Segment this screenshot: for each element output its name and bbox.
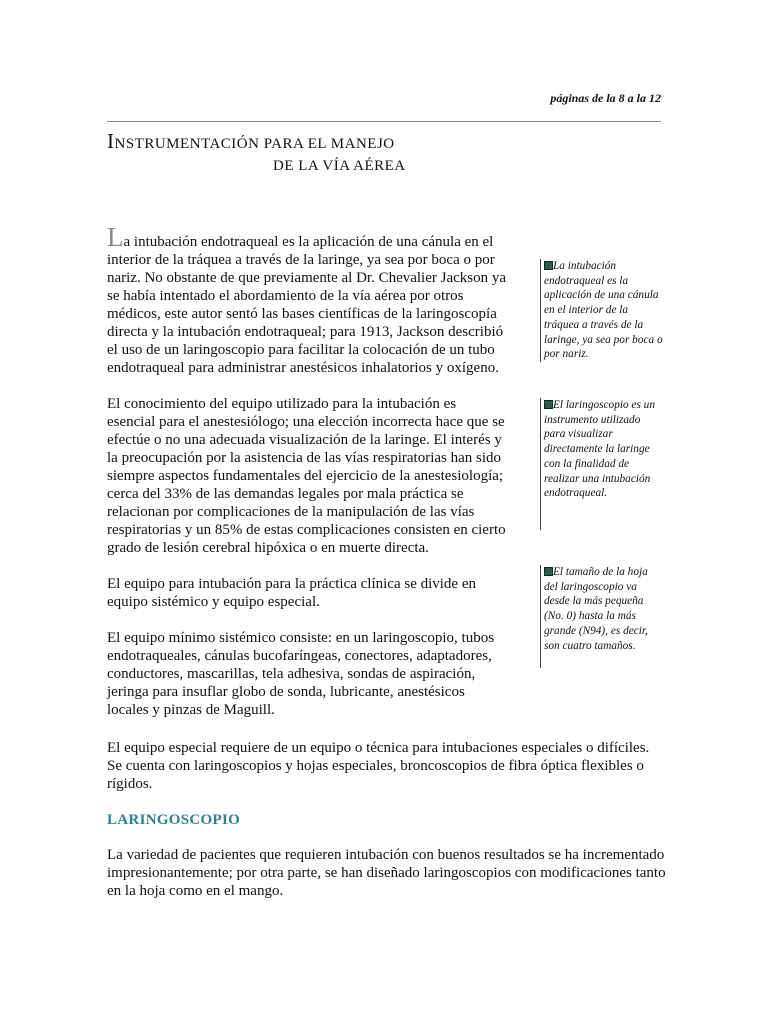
sidenote-text: El tamaño de la hoja del laringoscopio va desde la más pequeña (No. 0) hasta la más grande (N94), es decir, son cuatro tamaños. xyxy=(544,566,648,652)
paragraph-intro-text: a intubación endotraqueal es la aplicación de una cánula en el interior de la tráquea a través de la laringe, ya sea por boca o por nariz. No obstante de que previamente al Dr. Chevalier Jackson ya se había intentado el abordamiento de la vía aérea por otros médicos, este autor sentó las bases científicas de la laringoscopía directa y la intubación endotraqueal; para 1913, Jackson describió el uso de un laringoscopio para facilitar la colocación de un tubo endotraqueal para administrar anestésicos inhalatorios y oxígeno. xyxy=(107,234,507,376)
section-heading-laringoscopio: LARINGOSCOPIO xyxy=(107,812,241,828)
title-initial: I xyxy=(107,129,115,153)
title-line-2: DE LA VÍA AÉREA xyxy=(273,158,406,174)
note-bullet-icon xyxy=(544,400,553,409)
sidenote-laryngoscope xyxy=(540,398,664,530)
sidenote-text: El laringoscopio es un instrumento utilizado para visualizar directamente la laringe con la finalidad de realizar una intubación endotraqueal. xyxy=(544,399,655,500)
note-bullet-icon xyxy=(544,261,553,270)
sidenote-text: La intubación endotraqueal es la aplicación de una cánula en el interior de la tráquea a través de la laringe, ya sea por boca o por nariz. xyxy=(544,260,663,361)
sidenote-blade-size xyxy=(540,565,664,668)
drop-cap: L xyxy=(107,222,124,252)
note-bullet-icon xyxy=(544,567,553,576)
paragraph-patient-variety: La variedad de pacientes que requieren intubación con buenos resultados se ha incrementado impresionantemente; por otra parte, se han diseñado laringoscopios con modificaciones tanto en la hoja como en el mango. xyxy=(107,847,666,899)
main-column xyxy=(107,222,507,737)
sidenote-intubation xyxy=(540,259,664,362)
paragraph-equipment-division: El equipo para intubación para la práctica clínica se divide en equipo sistémico y equipo especial. xyxy=(107,576,477,610)
title-line-1 xyxy=(107,130,406,155)
title-line-1-text: NSTRUMENTACIÓN PARA EL MANEJO xyxy=(114,136,395,152)
page-reference: páginas de la 8 a la 12 xyxy=(550,91,661,105)
wide-column xyxy=(107,739,667,918)
paragraph-equipment-knowledge: El conocimiento del equipo utilizado para la intubación es esencial para el anestesiólogo; una elección incorrecta hace que se efectúe o no una adecuada visualización de la laringe. El interés y la preocupación por la asistencia de las vías respiratorias han sido siempre aspectos fundamentales del ejercicio de la anestesiología; cerca del 33% de las demandas legales por mala práctica se relacionan por complicaciones de la manipulación de las vías respiratorias y un 85% de estas complicaciones consisten en cierto grado de lesión cerebral hipóxica o en muerte directa. xyxy=(107,396,506,556)
paragraph-special-equipment: El equipo especial requiere de un equipo o técnica para intubaciones especiales o difíciles. Se cuenta con laringoscopios y hojas especiales, broncoscopios de fibra óptica flexibles o rígidos. xyxy=(107,740,650,792)
page-title xyxy=(107,130,406,177)
header-rule xyxy=(107,121,661,122)
paragraph-systemic-equipment: El equipo mínimo sistémico consiste: en un laringoscopio, tubos endotraqueales, cánulas bucofaríngeas, conectores, adaptadores, conductores, mascarillas, tela adhesiva, sondas de aspiración, jeringa para insuflar globo de sonda, lubricante, anestésicos locales y pinzas de Maguill. xyxy=(107,630,495,718)
paragraph-intro xyxy=(107,222,507,377)
